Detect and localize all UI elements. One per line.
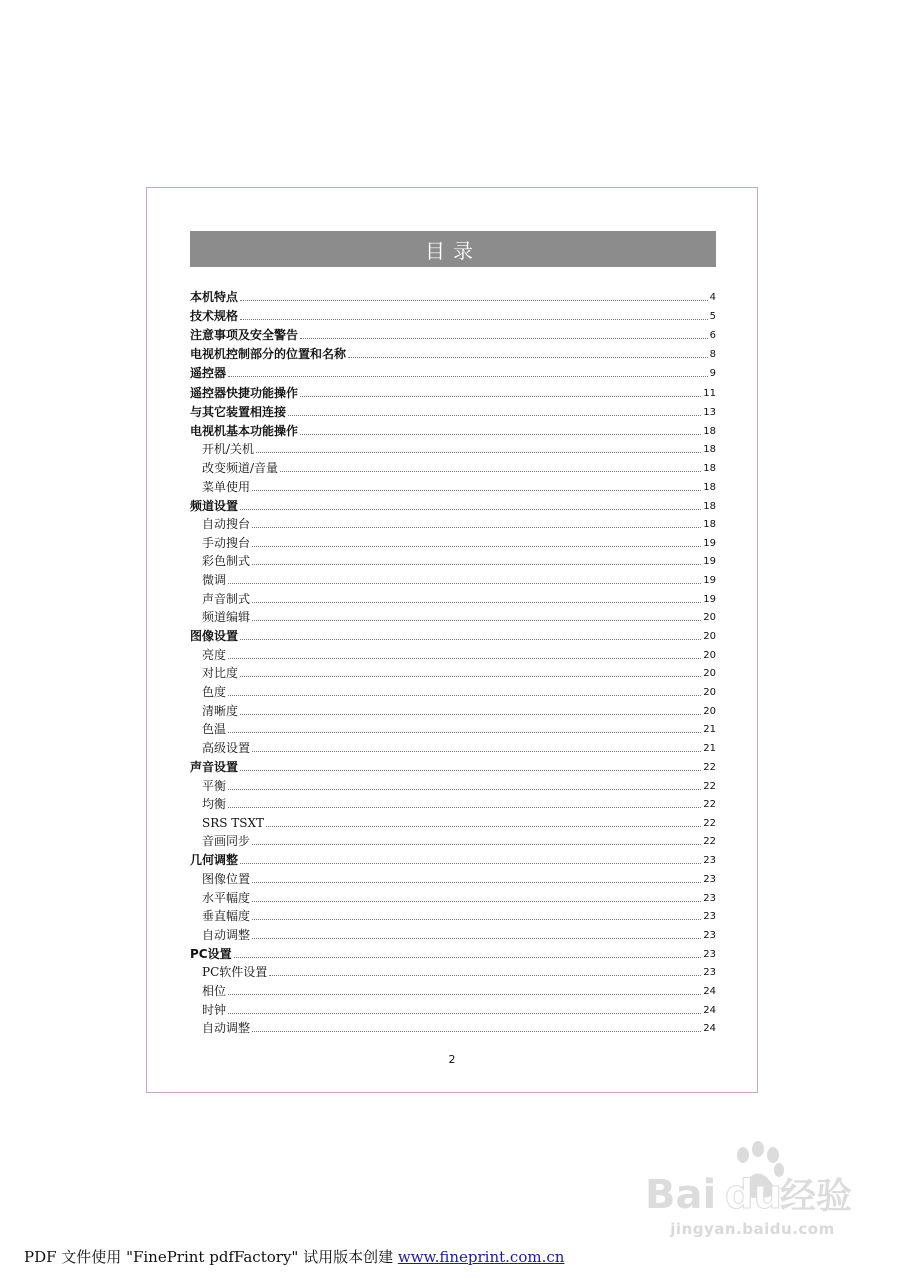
toc-entry-page: 21 xyxy=(703,742,716,754)
toc-dot-leader xyxy=(252,918,701,920)
toc-dot-leader xyxy=(300,337,708,339)
toc-entry-label: 相位 xyxy=(202,984,227,999)
toc-dot-leader xyxy=(266,825,701,827)
toc-section-entry xyxy=(190,402,716,420)
toc-entry-label: 菜单使用 xyxy=(202,479,251,494)
toc-subsection-entry xyxy=(190,457,716,476)
toc-title: 目录 xyxy=(425,238,481,263)
toc-entry-label: 垂直幅度 xyxy=(202,909,251,924)
toc-entry-page: 23 xyxy=(703,967,716,979)
toc-dot-leader xyxy=(348,356,708,358)
toc-section-entry xyxy=(190,383,716,401)
toc-entry-page: 24 xyxy=(703,1023,716,1035)
toc-entry-page: 23 xyxy=(703,855,716,867)
toc-entry-label: 水平幅度 xyxy=(202,890,251,905)
toc-dot-leader xyxy=(300,433,701,435)
toc-entry-page: 20 xyxy=(703,668,716,680)
toc-entry-label: 色度 xyxy=(202,685,227,700)
footer-link[interactable]: www.fineprint.com.cn xyxy=(397,1248,565,1266)
toc-entry-label: 亮度 xyxy=(202,647,227,662)
toc-entry-page: 22 xyxy=(703,761,716,773)
toc-dot-leader xyxy=(252,601,701,603)
toc-entry-label: 微调 xyxy=(202,573,227,587)
toc-dot-leader xyxy=(228,788,701,790)
toc-entry-page: 22 xyxy=(703,836,716,848)
toc-entry-label: 均衡 xyxy=(202,797,227,812)
toc-subsection-entry xyxy=(190,719,716,738)
toc-entry-page: 20 xyxy=(703,705,716,717)
toc-dot-leader xyxy=(252,900,701,902)
toc-dot-leader xyxy=(288,414,701,416)
baidu-jingyan-watermark xyxy=(645,1140,860,1240)
toc-subsection-entry xyxy=(190,439,716,458)
toc-dot-leader xyxy=(228,806,701,808)
toc-dot-leader xyxy=(228,657,701,659)
toc-entry-page: 19 xyxy=(703,556,716,568)
toc-section-entry xyxy=(190,627,716,645)
toc-dot-leader xyxy=(256,451,701,453)
toc-subsection-entry xyxy=(190,588,716,607)
toc-entry-label: 遥控器 xyxy=(190,366,227,381)
toc-entry-label: 清晰度 xyxy=(202,703,239,718)
toc-entry-label: 时钟 xyxy=(202,1002,227,1017)
toc-entry-page: 23 xyxy=(703,929,716,941)
watermark-brand-2: du xyxy=(725,1172,783,1218)
toc-subsection-entry xyxy=(190,551,716,570)
toc-subsection-entry xyxy=(190,906,716,925)
toc-section-entry xyxy=(190,851,716,869)
toc-entry-label: 频道编辑 xyxy=(202,610,251,625)
toc-entry-page: 21 xyxy=(703,724,716,736)
pdf-footer xyxy=(24,1246,884,1267)
toc-dot-leader xyxy=(228,993,701,995)
toc-subsection-entry xyxy=(190,831,716,850)
toc-subsection-entry xyxy=(190,1018,716,1037)
watermark-brand: Bai xyxy=(645,1172,717,1218)
toc-entry-label: 自动调整 xyxy=(202,1021,251,1036)
toc-subsection-entry xyxy=(190,794,716,813)
toc-section-entry xyxy=(190,307,716,325)
toc-section-entry xyxy=(190,345,716,363)
toc-dot-leader xyxy=(228,375,708,377)
toc-entry-label: 自动调整 xyxy=(202,927,251,942)
toc-entry-label: SRS TSXT xyxy=(202,815,265,830)
toc-section-entry xyxy=(190,326,716,344)
toc-entry-label: 开机/关机 xyxy=(202,442,255,457)
toc-title-bar xyxy=(190,231,716,267)
page-number: 2 xyxy=(448,1053,456,1066)
toc-dot-leader xyxy=(228,582,701,584)
toc-entry-page: 18 xyxy=(703,500,716,512)
toc-entry-label: 彩色制式 xyxy=(202,554,251,569)
toc-entry-page: 20 xyxy=(703,612,716,624)
toc-entry-page: 5 xyxy=(709,311,716,323)
toc-subsection-entry xyxy=(190,812,716,831)
toc-entry-page: 8 xyxy=(709,349,716,361)
toc-subsection-entry xyxy=(190,775,716,794)
toc-entry-page: 19 xyxy=(703,537,716,549)
toc-entry-label: 高级设置 xyxy=(202,740,251,755)
toc-entry-page: 18 xyxy=(703,519,716,531)
toc-dot-leader xyxy=(252,843,701,845)
toc-entry-page: 20 xyxy=(703,687,716,699)
toc-section-entry xyxy=(190,288,716,306)
toc-entry-page: 22 xyxy=(703,817,716,829)
toc-entry-page: 23 xyxy=(703,948,716,960)
watermark-brand-cn: 经验 xyxy=(780,1176,853,1217)
toc-entry-page: 23 xyxy=(703,874,716,885)
toc-entry-page: 23 xyxy=(703,892,716,904)
toc-entry-page: 24 xyxy=(703,1004,716,1016)
toc-subsection-entry xyxy=(190,999,716,1018)
toc-dot-leader xyxy=(240,713,701,715)
toc-entry-page: 18 xyxy=(703,444,716,456)
toc-entry-page: 23 xyxy=(703,911,716,923)
toc-subsection-entry xyxy=(190,737,716,756)
toc-entry-page: 24 xyxy=(703,986,716,998)
toc-subsection-entry xyxy=(190,700,716,719)
baidu-paw-icon xyxy=(645,1140,860,1220)
toc-section-entry xyxy=(190,496,716,514)
footer-text: PDF 文件使用 "FinePrint pdfFactory" 试用版本创建 xyxy=(24,1248,398,1266)
toc-subsection-entry xyxy=(190,868,716,887)
table-of-contents xyxy=(190,286,716,1036)
toc-subsection-entry xyxy=(190,476,716,495)
toc-dot-leader xyxy=(240,638,701,640)
toc-entry-page: 18 xyxy=(703,462,716,474)
toc-entry-page: 19 xyxy=(703,593,716,605)
toc-entry-label: 注意事项及安全警告 xyxy=(190,328,299,343)
toc-subsection-entry xyxy=(190,663,716,682)
toc-section-entry xyxy=(190,421,716,439)
toc-subsection-entry xyxy=(190,924,716,943)
toc-dot-leader xyxy=(228,731,701,733)
toc-entry-page: 6 xyxy=(709,330,716,342)
toc-entry-label: 色温 xyxy=(202,722,227,737)
toc-entry-label: PC设置 xyxy=(190,946,232,961)
toc-dot-leader xyxy=(240,862,701,864)
toc-subsection-entry xyxy=(190,532,716,551)
toc-dot-leader xyxy=(252,526,701,528)
toc-dot-leader xyxy=(252,563,701,565)
toc-entry-label: 声音设置 xyxy=(190,759,239,774)
toc-entry-page: 19 xyxy=(703,575,716,586)
toc-entry-label: 几何调整 xyxy=(190,853,239,868)
toc-dot-leader xyxy=(252,1030,701,1032)
toc-dot-leader xyxy=(252,937,701,939)
toc-subsection-entry xyxy=(190,644,716,663)
toc-entry-label: 声音制式 xyxy=(202,591,251,606)
toc-entry-label: 遥控器快捷功能操作 xyxy=(190,385,299,400)
toc-entry-label: 音画同步 xyxy=(202,834,251,849)
toc-dot-leader xyxy=(240,508,701,510)
toc-entry-label: 频道设置 xyxy=(190,498,239,513)
toc-subsection-entry xyxy=(190,887,716,906)
toc-dot-leader xyxy=(252,619,701,621)
toc-section-entry xyxy=(190,364,716,382)
toc-entry-label: 平衡 xyxy=(202,778,227,793)
toc-entry-label: 技术规格 xyxy=(190,309,239,324)
toc-entry-page: 4 xyxy=(709,292,716,304)
toc-entry-page: 20 xyxy=(703,631,716,643)
toc-dot-leader xyxy=(252,750,701,752)
toc-entry-label: 电视机控制部分的位置和名称 xyxy=(190,347,347,362)
toc-dot-leader xyxy=(234,956,702,958)
toc-entry-label: 与其它装置相连接 xyxy=(190,404,287,419)
toc-entry-page: 20 xyxy=(703,649,716,661)
toc-entry-page: 18 xyxy=(703,481,716,493)
watermark-url: jingyan.baidu.com xyxy=(670,1220,835,1238)
toc-entry-label: 电视机基本功能操作 xyxy=(190,423,299,438)
toc-dot-leader xyxy=(228,1012,701,1014)
toc-entry-page: 9 xyxy=(709,368,716,380)
toc-entry-page: 18 xyxy=(703,425,716,437)
toc-entry-label: 改变频道/音量 xyxy=(202,460,279,475)
toc-entry-label: 对比度 xyxy=(202,666,239,681)
toc-dot-leader xyxy=(252,545,701,547)
toc-dot-leader xyxy=(240,318,708,320)
toc-subsection-entry xyxy=(190,962,716,981)
toc-dot-leader xyxy=(280,470,701,472)
toc-subsection-entry xyxy=(190,514,716,533)
toc-dot-leader xyxy=(240,675,701,677)
toc-entry-label: 图像位置 xyxy=(202,872,251,886)
toc-section-entry xyxy=(190,944,716,962)
toc-dot-leader xyxy=(300,395,701,397)
toc-dot-leader xyxy=(252,881,701,883)
toc-entry-page: 13 xyxy=(703,406,716,418)
toc-subsection-entry xyxy=(190,607,716,626)
toc-dot-leader xyxy=(240,299,708,301)
toc-entry-page: 22 xyxy=(703,780,716,792)
toc-entry-label: 手动搜台 xyxy=(202,535,251,550)
toc-dot-leader xyxy=(228,694,701,696)
toc-dot-leader xyxy=(269,974,701,976)
toc-entry-page: 22 xyxy=(703,799,716,811)
toc-subsection-entry xyxy=(190,569,716,588)
toc-dot-leader xyxy=(240,769,701,771)
toc-section-entry xyxy=(190,757,716,775)
toc-entry-label: 本机特点 xyxy=(190,290,239,305)
toc-dot-leader xyxy=(252,489,701,491)
toc-entry-label: 图像设置 xyxy=(190,629,239,644)
toc-entry-label: PC软件设置 xyxy=(202,965,268,980)
toc-entry-page: 11 xyxy=(703,387,716,399)
toc-subsection-entry xyxy=(190,681,716,700)
toc-entry-label: 自动搜台 xyxy=(202,517,251,532)
toc-subsection-entry xyxy=(190,980,716,999)
